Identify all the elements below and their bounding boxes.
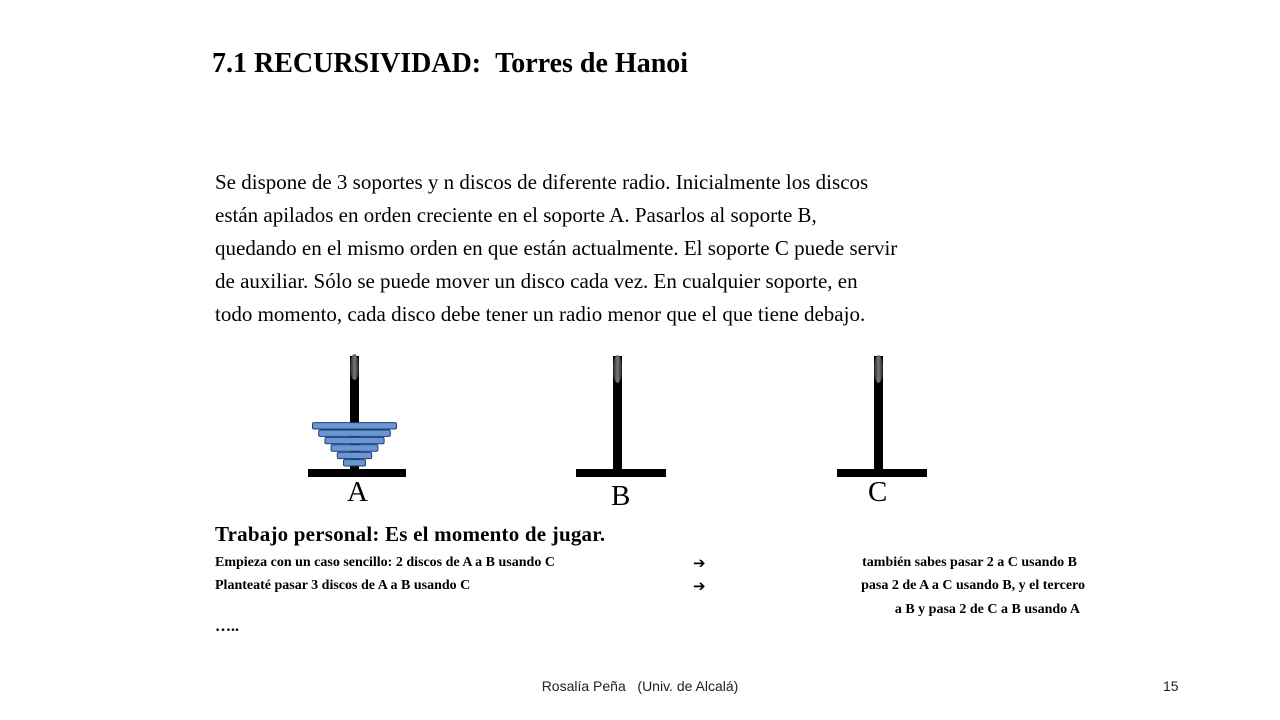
peg-a-tip — [350, 354, 359, 380]
description-line: quedando en el mismo orden en que están actualmente. El soporte C puede servir — [215, 236, 898, 260]
peg-c-label: C — [868, 476, 888, 508]
disc-stack — [313, 423, 397, 466]
arrow-right-icon: ➔ — [693, 577, 706, 595]
description-line: Se dispone de 3 soportes y n discos de diferente radio. Inicialmente los discos — [215, 170, 869, 194]
disc — [344, 460, 366, 466]
slide-title-section: 7.1 RECURSIVIDAD: — [212, 48, 482, 79]
footer-author: Rosalía Peña (Univ. de Alcalá) — [541, 678, 739, 694]
peg-b-label: B — [611, 480, 631, 512]
peg-b-tip — [613, 355, 622, 383]
task-line1-left: Empieza con un caso sencillo: 2 discos de A a B usando C — [215, 555, 555, 570]
peg-c-tip — [874, 355, 883, 383]
arrow-right-icon: ➔ — [693, 554, 706, 572]
task-heading: Trabajo personal: Es el momento de jugar. — [215, 522, 606, 546]
hanoi-towers-illustration — [300, 345, 940, 485]
peg-b — [576, 355, 666, 477]
peg-b-base — [576, 469, 666, 477]
disc — [337, 452, 371, 458]
disc — [319, 430, 391, 436]
task-line2-right: pasa 2 de A a C usando B, y el tercero — [861, 578, 1085, 593]
problem-description — [215, 166, 1095, 331]
slide-title — [212, 48, 688, 80]
description-line: todo momento, cada disco debe tener un radio menor que el que tiene debajo. — [215, 302, 866, 326]
task-line1-right: también sabes pasar 2 a C usando B — [862, 555, 1077, 570]
ellipsis: ….. — [215, 618, 239, 635]
disc — [325, 437, 384, 443]
description-line: están apilados en orden creciente en el soporte A. Pasarlos al soporte B, — [215, 203, 817, 227]
disc — [331, 445, 378, 451]
peg-c — [837, 355, 927, 477]
peg-a-label: A — [347, 476, 368, 508]
disc — [313, 423, 397, 429]
page-number: 15 — [1163, 678, 1179, 694]
task-line2-left: Planteaté pasar 3 discos de A a B usando C — [215, 578, 471, 593]
slide-title-topic: Torres de Hanoi — [495, 48, 689, 79]
description-line: de auxiliar. Sólo se puede mover un disco cada vez. En cualquier soporte, en — [215, 269, 858, 293]
task-line3-right: a B y pasa 2 de C a B usando A — [894, 602, 1080, 617]
